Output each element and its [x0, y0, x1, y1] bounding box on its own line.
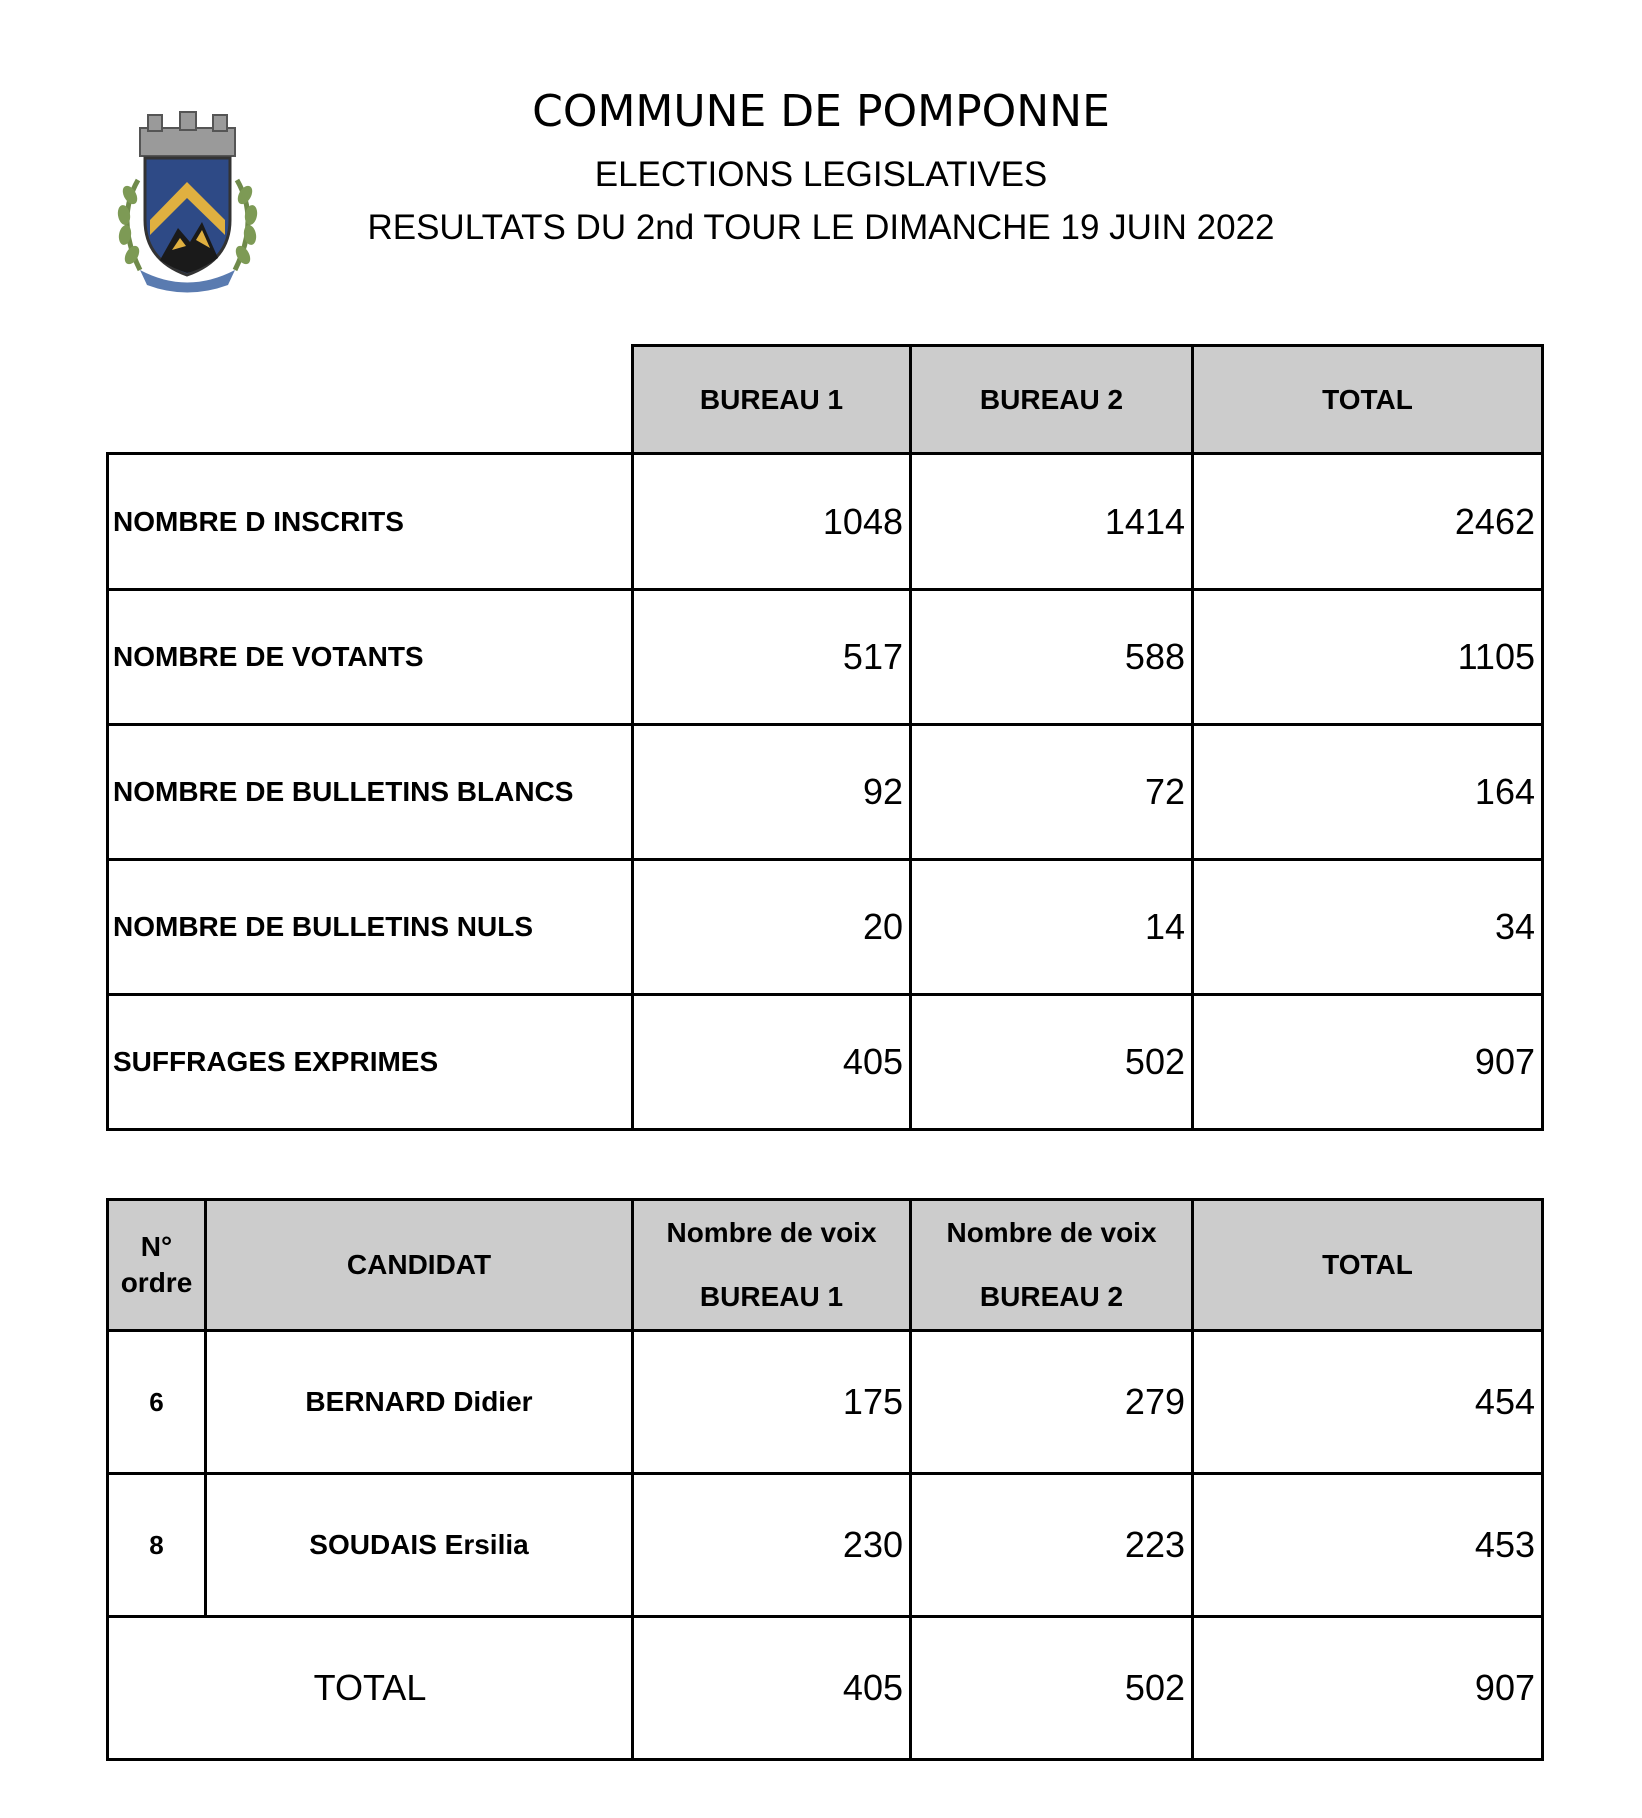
stats-header-row	[108, 346, 1543, 454]
value-bureau1: 517	[633, 590, 911, 725]
votes-total: 453	[1193, 1474, 1543, 1617]
votes-bureau2: 279	[911, 1331, 1193, 1474]
value-bureau1: 20	[633, 860, 911, 995]
page-title: COMMUNE DE POMPONNE	[532, 86, 1110, 137]
value-bureau2: 588	[911, 590, 1193, 725]
header-votes-bureau1-line2: BUREAU 1	[699, 1281, 844, 1312]
value-bureau1: 1048	[633, 454, 911, 590]
value-total: 907	[1193, 995, 1543, 1130]
header-candidate: CANDIDAT	[206, 1200, 633, 1331]
candidates-table	[106, 1198, 1544, 1761]
header-order-number	[108, 1200, 206, 1331]
page-subtitle: ELECTIONS LEGISLATIVES	[594, 155, 1048, 194]
value-total: 1105	[1193, 590, 1543, 725]
header-total: TOTAL	[1193, 1200, 1543, 1331]
total-row	[108, 1617, 1543, 1760]
header-votes-bureau2-line2: BUREAU 2	[979, 1281, 1124, 1312]
header-votes-bureau1-line1: Nombre de voix	[666, 1217, 877, 1248]
candidate-order-number: 8	[108, 1474, 206, 1617]
candidate-name: BERNARD Didier	[206, 1331, 633, 1474]
row-label: SUFFRAGES EXPRIMES	[108, 995, 633, 1130]
table-row	[108, 725, 1543, 860]
row-label: NOMBRE D INSCRITS	[108, 454, 633, 590]
votes-bureau2: 223	[911, 1474, 1193, 1617]
value-total: 2462	[1193, 454, 1543, 590]
table-row	[108, 454, 1543, 590]
table-row	[108, 995, 1543, 1130]
row-label: NOMBRE DE BULLETINS NULS	[108, 860, 633, 995]
total-total: 907	[1193, 1617, 1543, 1760]
value-bureau2: 14	[911, 860, 1193, 995]
stats-header-bureau2: BUREAU 2	[911, 346, 1193, 454]
table-row	[108, 590, 1543, 725]
value-bureau2: 502	[911, 995, 1193, 1130]
value-total: 34	[1193, 860, 1543, 995]
table-row	[108, 1474, 1543, 1617]
header-order-line2: ordre	[120, 1267, 193, 1298]
stats-header-total: TOTAL	[1193, 346, 1543, 454]
value-bureau2: 72	[911, 725, 1193, 860]
total-bureau2: 502	[911, 1617, 1193, 1760]
value-bureau1: 405	[633, 995, 911, 1130]
row-label: NOMBRE DE BULLETINS BLANCS	[108, 725, 633, 860]
row-label: NOMBRE DE VOTANTS	[108, 590, 633, 725]
candidates-header-row	[108, 1200, 1543, 1331]
value-bureau2: 1414	[911, 454, 1193, 590]
stats-table	[106, 344, 1544, 1131]
value-total: 164	[1193, 725, 1543, 860]
table-row	[108, 1331, 1543, 1474]
table-row	[108, 860, 1543, 995]
header-votes-bureau1	[633, 1200, 911, 1331]
header-votes-bureau2-line1: Nombre de voix	[946, 1217, 1157, 1248]
total-bureau1: 405	[633, 1617, 911, 1760]
votes-total: 454	[1193, 1331, 1543, 1474]
candidate-name: SOUDAIS Ersilia	[206, 1474, 633, 1617]
page-subtitle-date: RESULTATS DU 2nd TOUR LE DIMANCHE 19 JUIN 2022	[367, 208, 1275, 247]
votes-bureau1: 175	[633, 1331, 911, 1474]
coat-of-arms-icon	[110, 110, 265, 295]
total-label: TOTAL	[108, 1617, 633, 1760]
stats-header-bureau1: BUREAU 1	[633, 346, 911, 454]
header-order-line1: N°	[140, 1231, 173, 1262]
value-bureau1: 92	[633, 725, 911, 860]
votes-bureau1: 230	[633, 1474, 911, 1617]
stats-header-empty	[108, 346, 633, 454]
candidate-order-number: 6	[108, 1331, 206, 1474]
header-votes-bureau2	[911, 1200, 1193, 1331]
